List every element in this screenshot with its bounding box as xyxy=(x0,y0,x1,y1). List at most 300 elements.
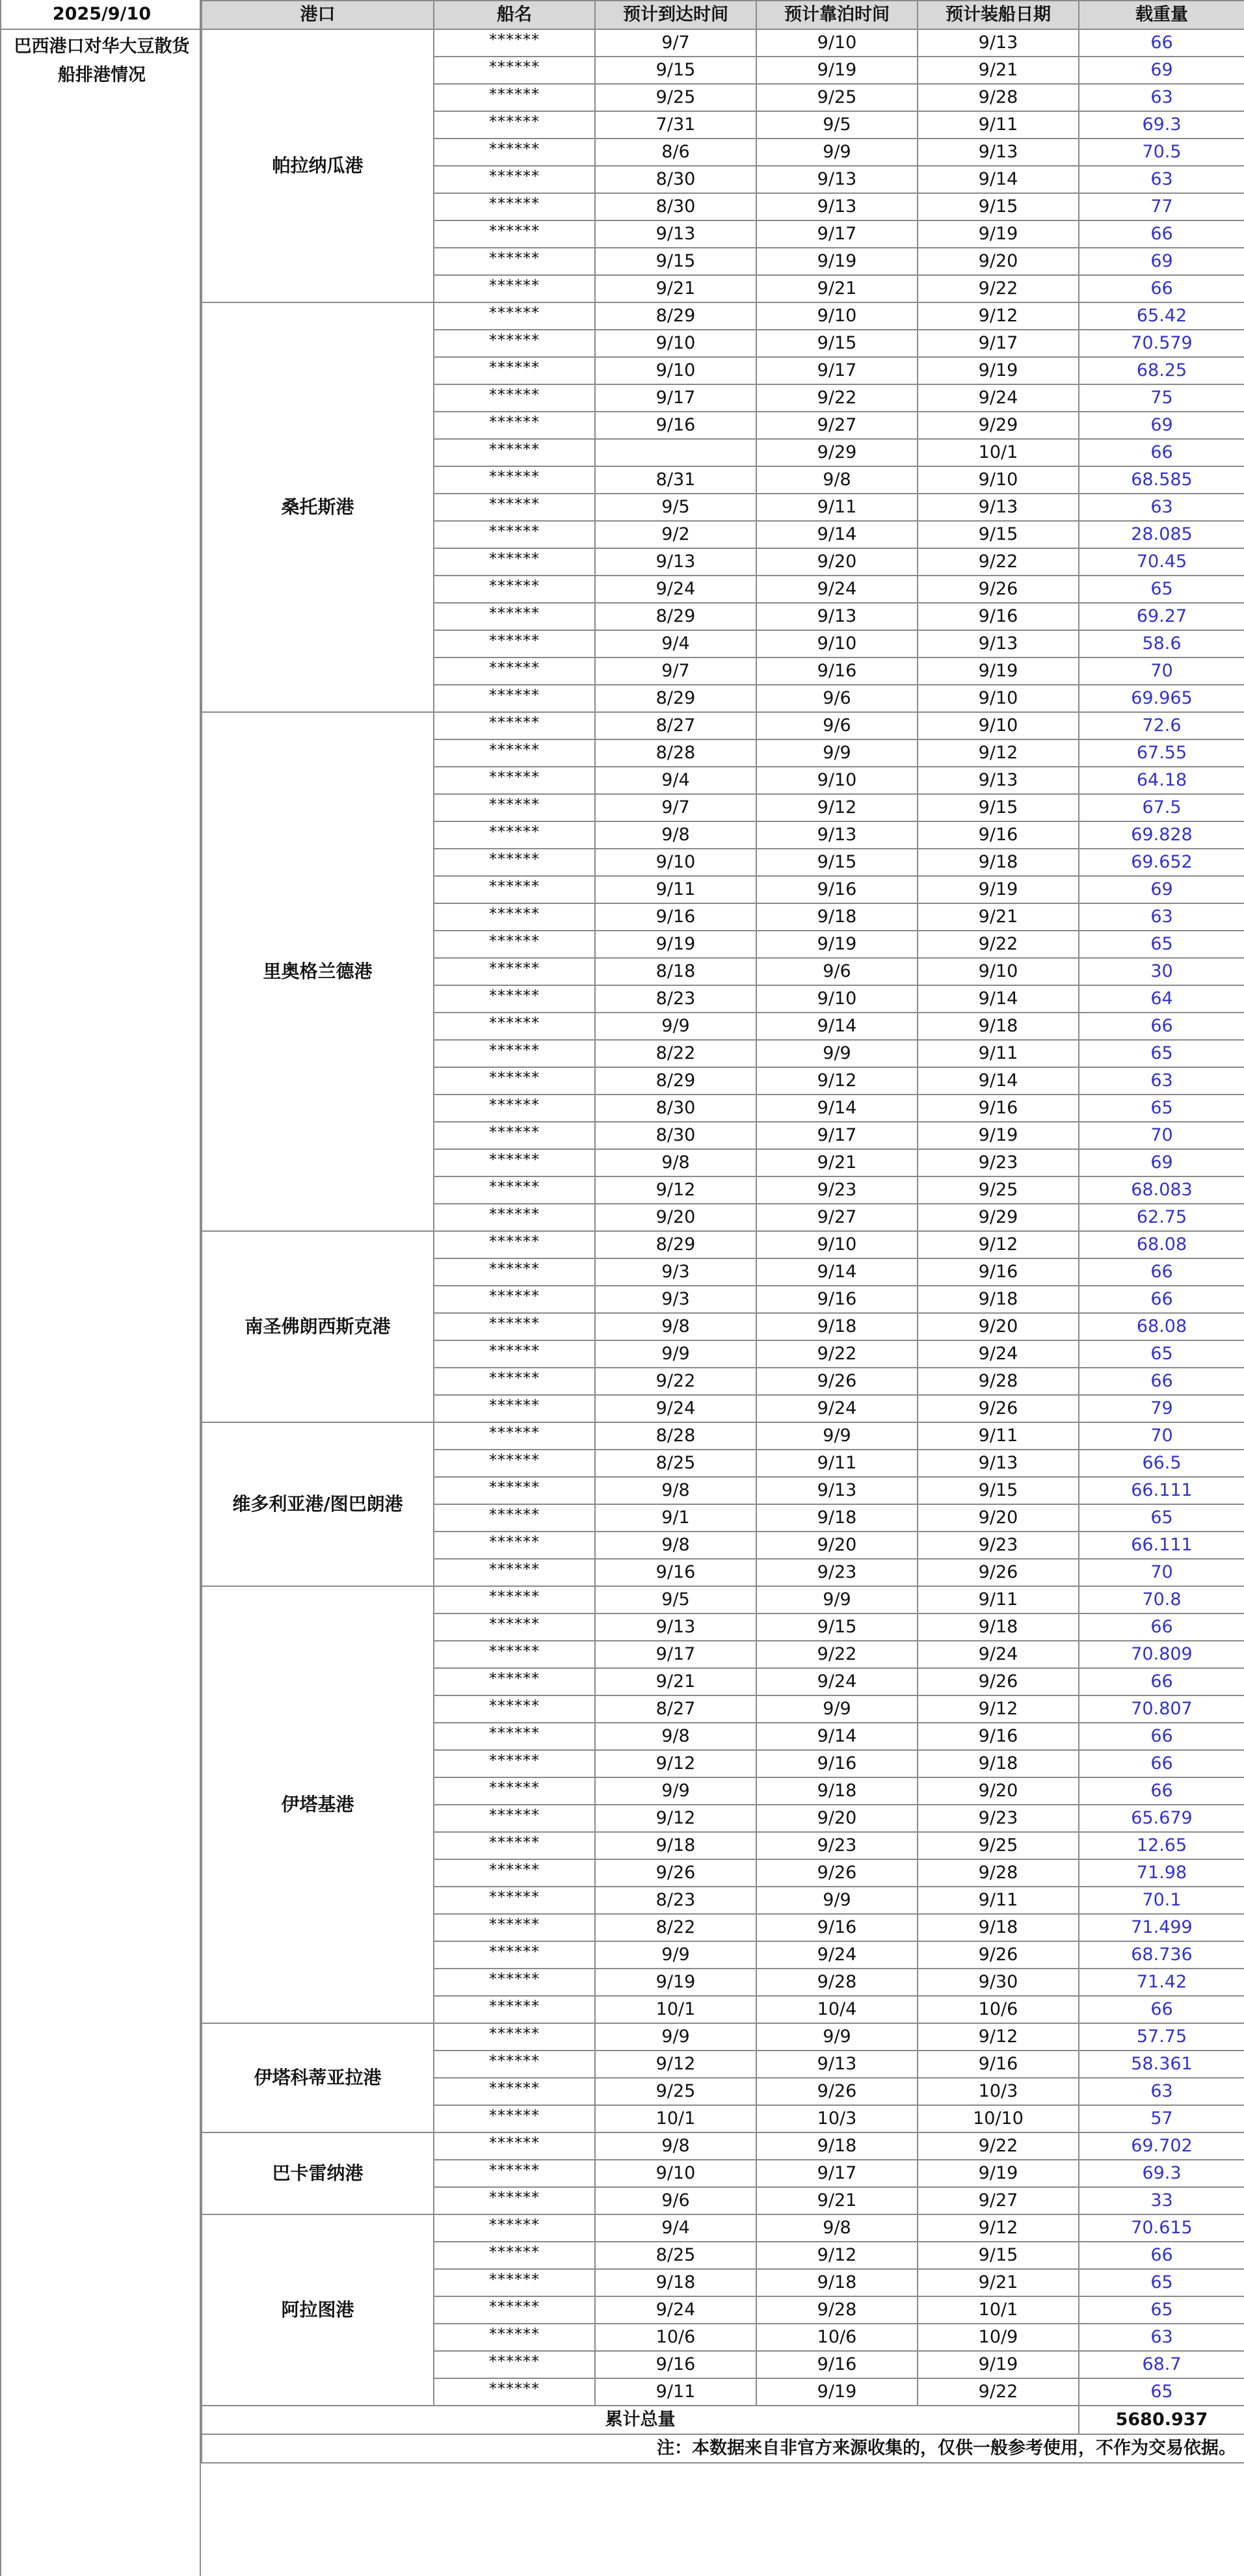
tonnage-cell: 71.42 xyxy=(1079,1969,1244,1996)
ship-name-cell: ****** xyxy=(434,330,595,357)
eta-cell: 9/12 xyxy=(595,1750,756,1777)
eta-cell: 9/4 xyxy=(595,767,756,794)
port-name: 里奥格兰德港 xyxy=(202,712,434,1231)
etb-cell: 9/17 xyxy=(756,2160,918,2187)
tonnage-cell: 69.965 xyxy=(1079,685,1244,712)
tonnage-cell: 70 xyxy=(1079,1122,1244,1149)
loading-date-cell: 9/24 xyxy=(918,1641,1079,1668)
tonnage-cell: 65 xyxy=(1079,1504,1244,1532)
etb-cell: 9/10 xyxy=(756,767,918,794)
loading-date-cell: 9/20 xyxy=(918,248,1079,275)
ship-name-cell: ****** xyxy=(434,84,595,111)
eta-cell: 9/10 xyxy=(595,330,756,357)
ship-name-cell: ****** xyxy=(434,1477,595,1504)
etb-cell: 9/13 xyxy=(756,821,918,849)
tonnage-cell: 63 xyxy=(1079,2078,1244,2105)
etb-cell: 9/8 xyxy=(756,466,918,494)
etb-cell: 9/19 xyxy=(756,2378,918,2406)
tonnage-cell: 68.25 xyxy=(1079,357,1244,384)
loading-date-cell: 9/16 xyxy=(918,821,1079,849)
table-row xyxy=(202,29,1244,57)
loading-date-cell: 9/10 xyxy=(918,466,1079,494)
ship-name-cell: ****** xyxy=(434,1613,595,1641)
tonnage-cell: 66 xyxy=(1079,1668,1244,1695)
ship-name-cell: ****** xyxy=(434,2078,595,2105)
eta-cell: 9/3 xyxy=(595,1258,756,1286)
eta-cell: 9/24 xyxy=(595,1395,756,1422)
eta-cell: 8/23 xyxy=(595,985,756,1013)
table-row xyxy=(202,2023,1244,2051)
loading-date-cell: 9/18 xyxy=(918,1750,1079,1777)
tonnage-cell: 66.111 xyxy=(1079,1532,1244,1559)
tonnage-cell: 71.499 xyxy=(1079,1914,1244,1941)
tonnage-cell: 72.6 xyxy=(1079,712,1244,739)
ship-name-cell: ****** xyxy=(434,1067,595,1095)
tonnage-cell: 75 xyxy=(1079,384,1244,412)
tonnage-cell: 30 xyxy=(1079,958,1244,985)
loading-date-cell: 9/28 xyxy=(918,84,1079,111)
ship-name-cell: ****** xyxy=(434,794,595,821)
loading-date-cell: 9/22 xyxy=(918,275,1079,302)
tonnage-cell: 69.27 xyxy=(1079,603,1244,630)
ship-name-cell: ****** xyxy=(434,111,595,139)
eta-cell: 9/11 xyxy=(595,2378,756,2406)
loading-date-cell: 9/15 xyxy=(918,521,1079,548)
eta-cell: 8/31 xyxy=(595,466,756,494)
ship-name-cell: ****** xyxy=(434,1013,595,1040)
tonnage-cell: 28.085 xyxy=(1079,521,1244,548)
etb-cell: 9/18 xyxy=(756,2132,918,2160)
loading-date-cell: 9/22 xyxy=(918,2132,1079,2160)
etb-cell: 9/10 xyxy=(756,1231,918,1258)
etb-cell: 9/8 xyxy=(756,2214,918,2242)
loading-date-cell: 9/13 xyxy=(918,139,1079,166)
eta-cell: 9/8 xyxy=(595,1313,756,1340)
etb-cell: 9/18 xyxy=(756,903,918,931)
etb-cell: 9/18 xyxy=(756,2269,918,2296)
loading-date-cell: 9/12 xyxy=(918,1231,1079,1258)
loading-date-cell: 9/18 xyxy=(918,849,1079,876)
ship-name-cell: ****** xyxy=(434,685,595,712)
etb-cell: 9/15 xyxy=(756,330,918,357)
ship-name-cell: ****** xyxy=(434,1095,595,1122)
etb-cell: 10/4 xyxy=(756,1996,918,2023)
etb-cell: 9/9 xyxy=(756,139,918,166)
tonnage-cell: 67.55 xyxy=(1079,739,1244,767)
etb-cell: 9/17 xyxy=(756,220,918,248)
ship-name-cell: ****** xyxy=(434,1969,595,1996)
tonnage-cell: 69.3 xyxy=(1079,2160,1244,2187)
loading-date-cell: 9/23 xyxy=(918,1532,1079,1559)
ship-name-cell: ****** xyxy=(434,2242,595,2269)
etb-cell: 9/15 xyxy=(756,1613,918,1641)
eta-cell: 9/9 xyxy=(595,1941,756,1969)
loading-date-cell: 9/10 xyxy=(918,712,1079,739)
tonnage-cell: 65.42 xyxy=(1079,302,1244,330)
eta-cell: 8/28 xyxy=(595,739,756,767)
tonnage-cell: 70.8 xyxy=(1079,1586,1244,1613)
tonnage-cell: 66 xyxy=(1079,1613,1244,1641)
ship-name-cell: ****** xyxy=(434,1914,595,1941)
loading-date-cell: 9/15 xyxy=(918,794,1079,821)
tonnage-cell: 66.111 xyxy=(1079,1477,1244,1504)
loading-date-cell: 9/26 xyxy=(918,1668,1079,1695)
tonnage-cell: 65 xyxy=(1079,2296,1244,2324)
ship-name-cell: ****** xyxy=(434,1040,595,1067)
eta-cell: 9/24 xyxy=(595,2296,756,2324)
tonnage-cell: 66 xyxy=(1079,220,1244,248)
ship-name-cell: ****** xyxy=(434,357,595,384)
tonnage-cell: 12.65 xyxy=(1079,1832,1244,1859)
etb-cell: 9/21 xyxy=(756,1149,918,1176)
etb-cell: 9/12 xyxy=(756,794,918,821)
ship-name-cell: ****** xyxy=(434,876,595,903)
eta-cell: 8/22 xyxy=(595,1914,756,1941)
tonnage-cell: 66 xyxy=(1079,1750,1244,1777)
eta-cell: 9/15 xyxy=(595,248,756,275)
tonnage-cell: 66 xyxy=(1079,439,1244,466)
ship-name-cell: ****** xyxy=(434,1723,595,1750)
etb-cell: 9/17 xyxy=(756,357,918,384)
ship-name-cell: ****** xyxy=(434,1750,595,1777)
etb-cell: 9/26 xyxy=(756,1859,918,1887)
eta-cell: 8/27 xyxy=(595,1695,756,1723)
tonnage-cell: 64.18 xyxy=(1079,767,1244,794)
header-loading-date: 预计装船日期 xyxy=(918,1,1079,29)
ship-name-cell: ****** xyxy=(434,657,595,685)
etb-cell: 9/17 xyxy=(756,1122,918,1149)
loading-date-cell: 9/13 xyxy=(918,494,1079,521)
port-name: 维多利亚港/图巴朗港 xyxy=(202,1422,434,1586)
eta-cell: 9/10 xyxy=(595,357,756,384)
etb-cell: 9/16 xyxy=(756,876,918,903)
etb-cell: 9/22 xyxy=(756,384,918,412)
ship-name-cell: ****** xyxy=(434,2160,595,2187)
eta-cell: 9/6 xyxy=(595,2187,756,2214)
eta-cell: 9/5 xyxy=(595,494,756,521)
tonnage-cell: 69 xyxy=(1079,876,1244,903)
loading-date-cell: 10/1 xyxy=(918,439,1079,466)
eta-cell: 9/11 xyxy=(595,876,756,903)
tonnage-cell: 70.809 xyxy=(1079,1641,1244,1668)
eta-cell: 9/8 xyxy=(595,1532,756,1559)
etb-cell: 9/13 xyxy=(756,193,918,220)
ship-name-cell: ****** xyxy=(434,1641,595,1668)
ship-name-cell: ****** xyxy=(434,521,595,548)
ship-name-cell: ****** xyxy=(434,1395,595,1422)
etb-cell: 9/21 xyxy=(756,275,918,302)
header-etb: 预计靠泊时间 xyxy=(756,1,918,29)
etb-cell: 9/23 xyxy=(756,1832,918,1859)
loading-date-cell: 9/19 xyxy=(918,657,1079,685)
ship-name-cell: ****** xyxy=(434,767,595,794)
eta-cell: 9/13 xyxy=(595,220,756,248)
ship-name-cell: ****** xyxy=(434,849,595,876)
eta-cell: 9/7 xyxy=(595,657,756,685)
eta-cell: 8/6 xyxy=(595,139,756,166)
eta-cell: 9/22 xyxy=(595,1368,756,1395)
tonnage-cell: 65 xyxy=(1079,2378,1244,2406)
etb-cell: 9/9 xyxy=(756,1040,918,1067)
ship-name-cell: ****** xyxy=(434,384,595,412)
ship-name-cell: ****** xyxy=(434,2023,595,2051)
etb-cell: 9/27 xyxy=(756,1204,918,1231)
etb-cell: 9/26 xyxy=(756,1368,918,1395)
etb-cell: 9/22 xyxy=(756,1641,918,1668)
eta-cell: 9/12 xyxy=(595,2051,756,2078)
ship-name-cell: ****** xyxy=(434,1176,595,1204)
etb-cell: 9/25 xyxy=(756,84,918,111)
loading-date-cell: 9/26 xyxy=(918,1559,1079,1586)
etb-cell: 9/12 xyxy=(756,2242,918,2269)
ship-name-cell: ****** xyxy=(434,2105,595,2132)
etb-cell: 9/9 xyxy=(756,1887,918,1914)
loading-date-cell: 9/11 xyxy=(918,1887,1079,1914)
etb-cell: 9/13 xyxy=(756,603,918,630)
ship-name-cell: ****** xyxy=(434,576,595,603)
loading-date-cell: 9/26 xyxy=(918,576,1079,603)
eta-cell: 9/9 xyxy=(595,1013,756,1040)
tonnage-cell: 68.083 xyxy=(1079,1176,1244,1204)
etb-cell: 9/11 xyxy=(756,1450,918,1477)
tonnage-cell: 64 xyxy=(1079,985,1244,1013)
port-name: 南圣佛朗西斯克港 xyxy=(202,1231,434,1422)
eta-cell: 9/4 xyxy=(595,630,756,657)
header-tonnage: 载重量 xyxy=(1079,1,1244,29)
loading-date-cell: 9/16 xyxy=(918,1723,1079,1750)
loading-date-cell: 9/25 xyxy=(918,1176,1079,1204)
eta-cell: 9/24 xyxy=(595,576,756,603)
etb-cell: 9/10 xyxy=(756,29,918,57)
eta-cell: 9/9 xyxy=(595,1340,756,1368)
tonnage-cell: 69 xyxy=(1079,248,1244,275)
tonnage-cell: 65 xyxy=(1079,931,1244,958)
header-eta: 预计到达时间 xyxy=(595,1,756,29)
loading-date-cell: 9/16 xyxy=(918,1258,1079,1286)
ship-name-cell: ****** xyxy=(434,494,595,521)
loading-date-cell: 9/11 xyxy=(918,111,1079,139)
loading-date-cell: 9/28 xyxy=(918,1368,1079,1395)
etb-cell: 9/21 xyxy=(756,2187,918,2214)
eta-cell: 9/26 xyxy=(595,1859,756,1887)
loading-date-cell: 9/13 xyxy=(918,29,1079,57)
loading-date-cell: 9/13 xyxy=(918,630,1079,657)
loading-date-cell: 9/19 xyxy=(918,2351,1079,2378)
etb-cell: 9/13 xyxy=(756,1477,918,1504)
tonnage-cell: 58.361 xyxy=(1079,2051,1244,2078)
loading-date-cell: 10/10 xyxy=(918,2105,1079,2132)
ship-name-cell: ****** xyxy=(434,603,595,630)
eta-cell: 8/29 xyxy=(595,685,756,712)
ship-name-cell: ****** xyxy=(434,1532,595,1559)
etb-cell: 9/9 xyxy=(756,1695,918,1723)
tonnage-cell: 69.702 xyxy=(1079,2132,1244,2160)
header-row xyxy=(202,1,1244,29)
loading-date-cell: 9/13 xyxy=(918,767,1079,794)
table-row xyxy=(202,1231,1244,1258)
eta-cell: 9/18 xyxy=(595,1832,756,1859)
tonnage-cell: 67.5 xyxy=(1079,794,1244,821)
eta-cell: 9/12 xyxy=(595,1176,756,1204)
tonnage-cell: 63 xyxy=(1079,494,1244,521)
etb-cell: 9/14 xyxy=(756,1013,918,1040)
eta-cell: 9/7 xyxy=(595,29,756,57)
eta-cell: 8/25 xyxy=(595,1450,756,1477)
eta-cell: 9/21 xyxy=(595,1668,756,1695)
report-date: 2025/9/10 xyxy=(1,0,202,30)
loading-date-cell: 9/17 xyxy=(918,330,1079,357)
port-name: 巴卡雷纳港 xyxy=(202,2132,434,2214)
loading-date-cell: 9/19 xyxy=(918,357,1079,384)
tonnage-cell: 65 xyxy=(1079,576,1244,603)
ship-name-cell: ****** xyxy=(434,2132,595,2160)
etb-cell: 9/29 xyxy=(756,439,918,466)
etb-cell: 9/18 xyxy=(756,1313,918,1340)
etb-cell: 9/16 xyxy=(756,1914,918,1941)
tonnage-cell: 69 xyxy=(1079,57,1244,84)
eta-cell: 8/27 xyxy=(595,712,756,739)
ship-name-cell: ****** xyxy=(434,29,595,57)
tonnage-cell: 70.45 xyxy=(1079,548,1244,576)
eta-cell: 8/30 xyxy=(595,166,756,193)
ship-name-cell: ****** xyxy=(434,275,595,302)
ship-name-cell: ****** xyxy=(434,630,595,657)
etb-cell: 9/12 xyxy=(756,1067,918,1095)
tonnage-cell: 63 xyxy=(1079,1067,1244,1095)
eta-cell: 9/12 xyxy=(595,1805,756,1832)
loading-date-cell: 9/18 xyxy=(918,1613,1079,1641)
eta-cell: 9/16 xyxy=(595,2351,756,2378)
loading-date-cell: 9/29 xyxy=(918,1204,1079,1231)
eta-cell: 9/16 xyxy=(595,903,756,931)
table-row xyxy=(202,302,1244,330)
eta-cell: 10/1 xyxy=(595,2105,756,2132)
ship-name-cell: ****** xyxy=(434,1286,595,1313)
ship-name-cell: ****** xyxy=(434,1368,595,1395)
table-row xyxy=(202,1422,1244,1450)
loading-date-cell: 9/18 xyxy=(918,1013,1079,1040)
loading-date-cell: 9/24 xyxy=(918,384,1079,412)
tonnage-cell: 70.615 xyxy=(1079,2214,1244,2242)
ship-name-cell: ****** xyxy=(434,903,595,931)
loading-date-cell: 9/11 xyxy=(918,1586,1079,1613)
etb-cell: 10/6 xyxy=(756,2324,918,2351)
note-row xyxy=(202,2434,1244,2463)
eta-cell xyxy=(595,439,756,466)
tonnage-cell: 57.75 xyxy=(1079,2023,1244,2051)
eta-cell: 8/30 xyxy=(595,1122,756,1149)
eta-cell: 9/2 xyxy=(595,521,756,548)
ship-name-cell: ****** xyxy=(434,1668,595,1695)
etb-cell: 9/9 xyxy=(756,1422,918,1450)
ship-name-cell: ****** xyxy=(434,1695,595,1723)
report-title xyxy=(1,0,202,94)
eta-cell: 8/25 xyxy=(595,2242,756,2269)
loading-date-cell: 10/6 xyxy=(918,1996,1079,2023)
loading-date-cell: 9/25 xyxy=(918,1832,1079,1859)
loading-date-cell: 9/23 xyxy=(918,1149,1079,1176)
eta-cell: 9/16 xyxy=(595,1559,756,1586)
ship-name-cell: ****** xyxy=(434,1941,595,1969)
loading-date-cell: 9/15 xyxy=(918,1477,1079,1504)
eta-cell: 9/8 xyxy=(595,2132,756,2160)
etb-cell: 9/16 xyxy=(756,1750,918,1777)
loading-date-cell: 9/27 xyxy=(918,2187,1079,2214)
etb-cell: 9/10 xyxy=(756,985,918,1013)
port-name: 桑托斯港 xyxy=(202,302,434,712)
loading-date-cell: 9/22 xyxy=(918,2378,1079,2406)
ship-name-cell: ****** xyxy=(434,412,595,439)
loading-date-cell: 9/18 xyxy=(918,1914,1079,1941)
tonnage-cell: 63 xyxy=(1079,903,1244,931)
eta-cell: 9/19 xyxy=(595,1969,756,1996)
etb-cell: 9/19 xyxy=(756,931,918,958)
ship-name-cell: ****** xyxy=(434,139,595,166)
ship-name-cell: ****** xyxy=(434,548,595,576)
loading-date-cell: 9/24 xyxy=(918,1340,1079,1368)
ship-name-cell: ****** xyxy=(434,1504,595,1532)
tonnage-cell: 65.679 xyxy=(1079,1805,1244,1832)
loading-date-cell: 9/15 xyxy=(918,193,1079,220)
tonnage-cell: 66 xyxy=(1079,1368,1244,1395)
eta-cell: 8/29 xyxy=(595,302,756,330)
ship-name-cell: ****** xyxy=(434,1450,595,1477)
etb-cell: 9/14 xyxy=(756,1723,918,1750)
eta-cell: 8/30 xyxy=(595,193,756,220)
ship-name-cell: ****** xyxy=(434,2187,595,2214)
etb-cell: 9/20 xyxy=(756,1805,918,1832)
ship-name-cell: ****** xyxy=(434,1805,595,1832)
loading-date-cell: 9/11 xyxy=(918,1040,1079,1067)
loading-date-cell: 9/12 xyxy=(918,739,1079,767)
disclaimer-note: 注：本数据来自非官方来源收集的，仅供一般参考使用，不作为交易依据。 xyxy=(202,2434,1244,2463)
eta-cell: 8/29 xyxy=(595,603,756,630)
ship-name-cell: ****** xyxy=(434,985,595,1013)
tonnage-cell: 77 xyxy=(1079,193,1244,220)
ship-name-cell: ****** xyxy=(434,1887,595,1914)
ship-name-cell: ****** xyxy=(434,1559,595,1586)
total-label: 累计总量 xyxy=(202,2406,1079,2434)
etb-cell: 9/14 xyxy=(756,1258,918,1286)
loading-date-cell: 9/12 xyxy=(918,2023,1079,2051)
tonnage-cell: 70.807 xyxy=(1079,1695,1244,1723)
eta-cell: 9/15 xyxy=(595,57,756,84)
tonnage-cell: 65 xyxy=(1079,1340,1244,1368)
eta-cell: 9/10 xyxy=(595,849,756,876)
etb-cell: 9/20 xyxy=(756,548,918,576)
etb-cell: 9/16 xyxy=(756,657,918,685)
eta-cell: 9/17 xyxy=(595,1641,756,1668)
loading-date-cell: 9/12 xyxy=(918,2214,1079,2242)
loading-date-cell: 9/30 xyxy=(918,1969,1079,1996)
etb-cell: 9/19 xyxy=(756,57,918,84)
loading-date-cell: 9/16 xyxy=(918,2051,1079,2078)
tonnage-cell: 69 xyxy=(1079,412,1244,439)
tonnage-cell: 68.08 xyxy=(1079,1313,1244,1340)
loading-date-cell: 9/21 xyxy=(918,903,1079,931)
table-row xyxy=(202,712,1244,739)
header-port: 港口 xyxy=(202,1,434,29)
loading-date-cell: 9/19 xyxy=(918,876,1079,903)
port-name: 阿拉图港 xyxy=(202,2214,434,2406)
tonnage-cell: 65 xyxy=(1079,1095,1244,1122)
loading-date-cell: 9/10 xyxy=(918,685,1079,712)
tonnage-cell: 66 xyxy=(1079,275,1244,302)
etb-cell: 9/11 xyxy=(756,494,918,521)
etb-cell: 9/24 xyxy=(756,1395,918,1422)
loading-date-cell: 9/20 xyxy=(918,1777,1079,1805)
etb-cell: 9/24 xyxy=(756,1941,918,1969)
